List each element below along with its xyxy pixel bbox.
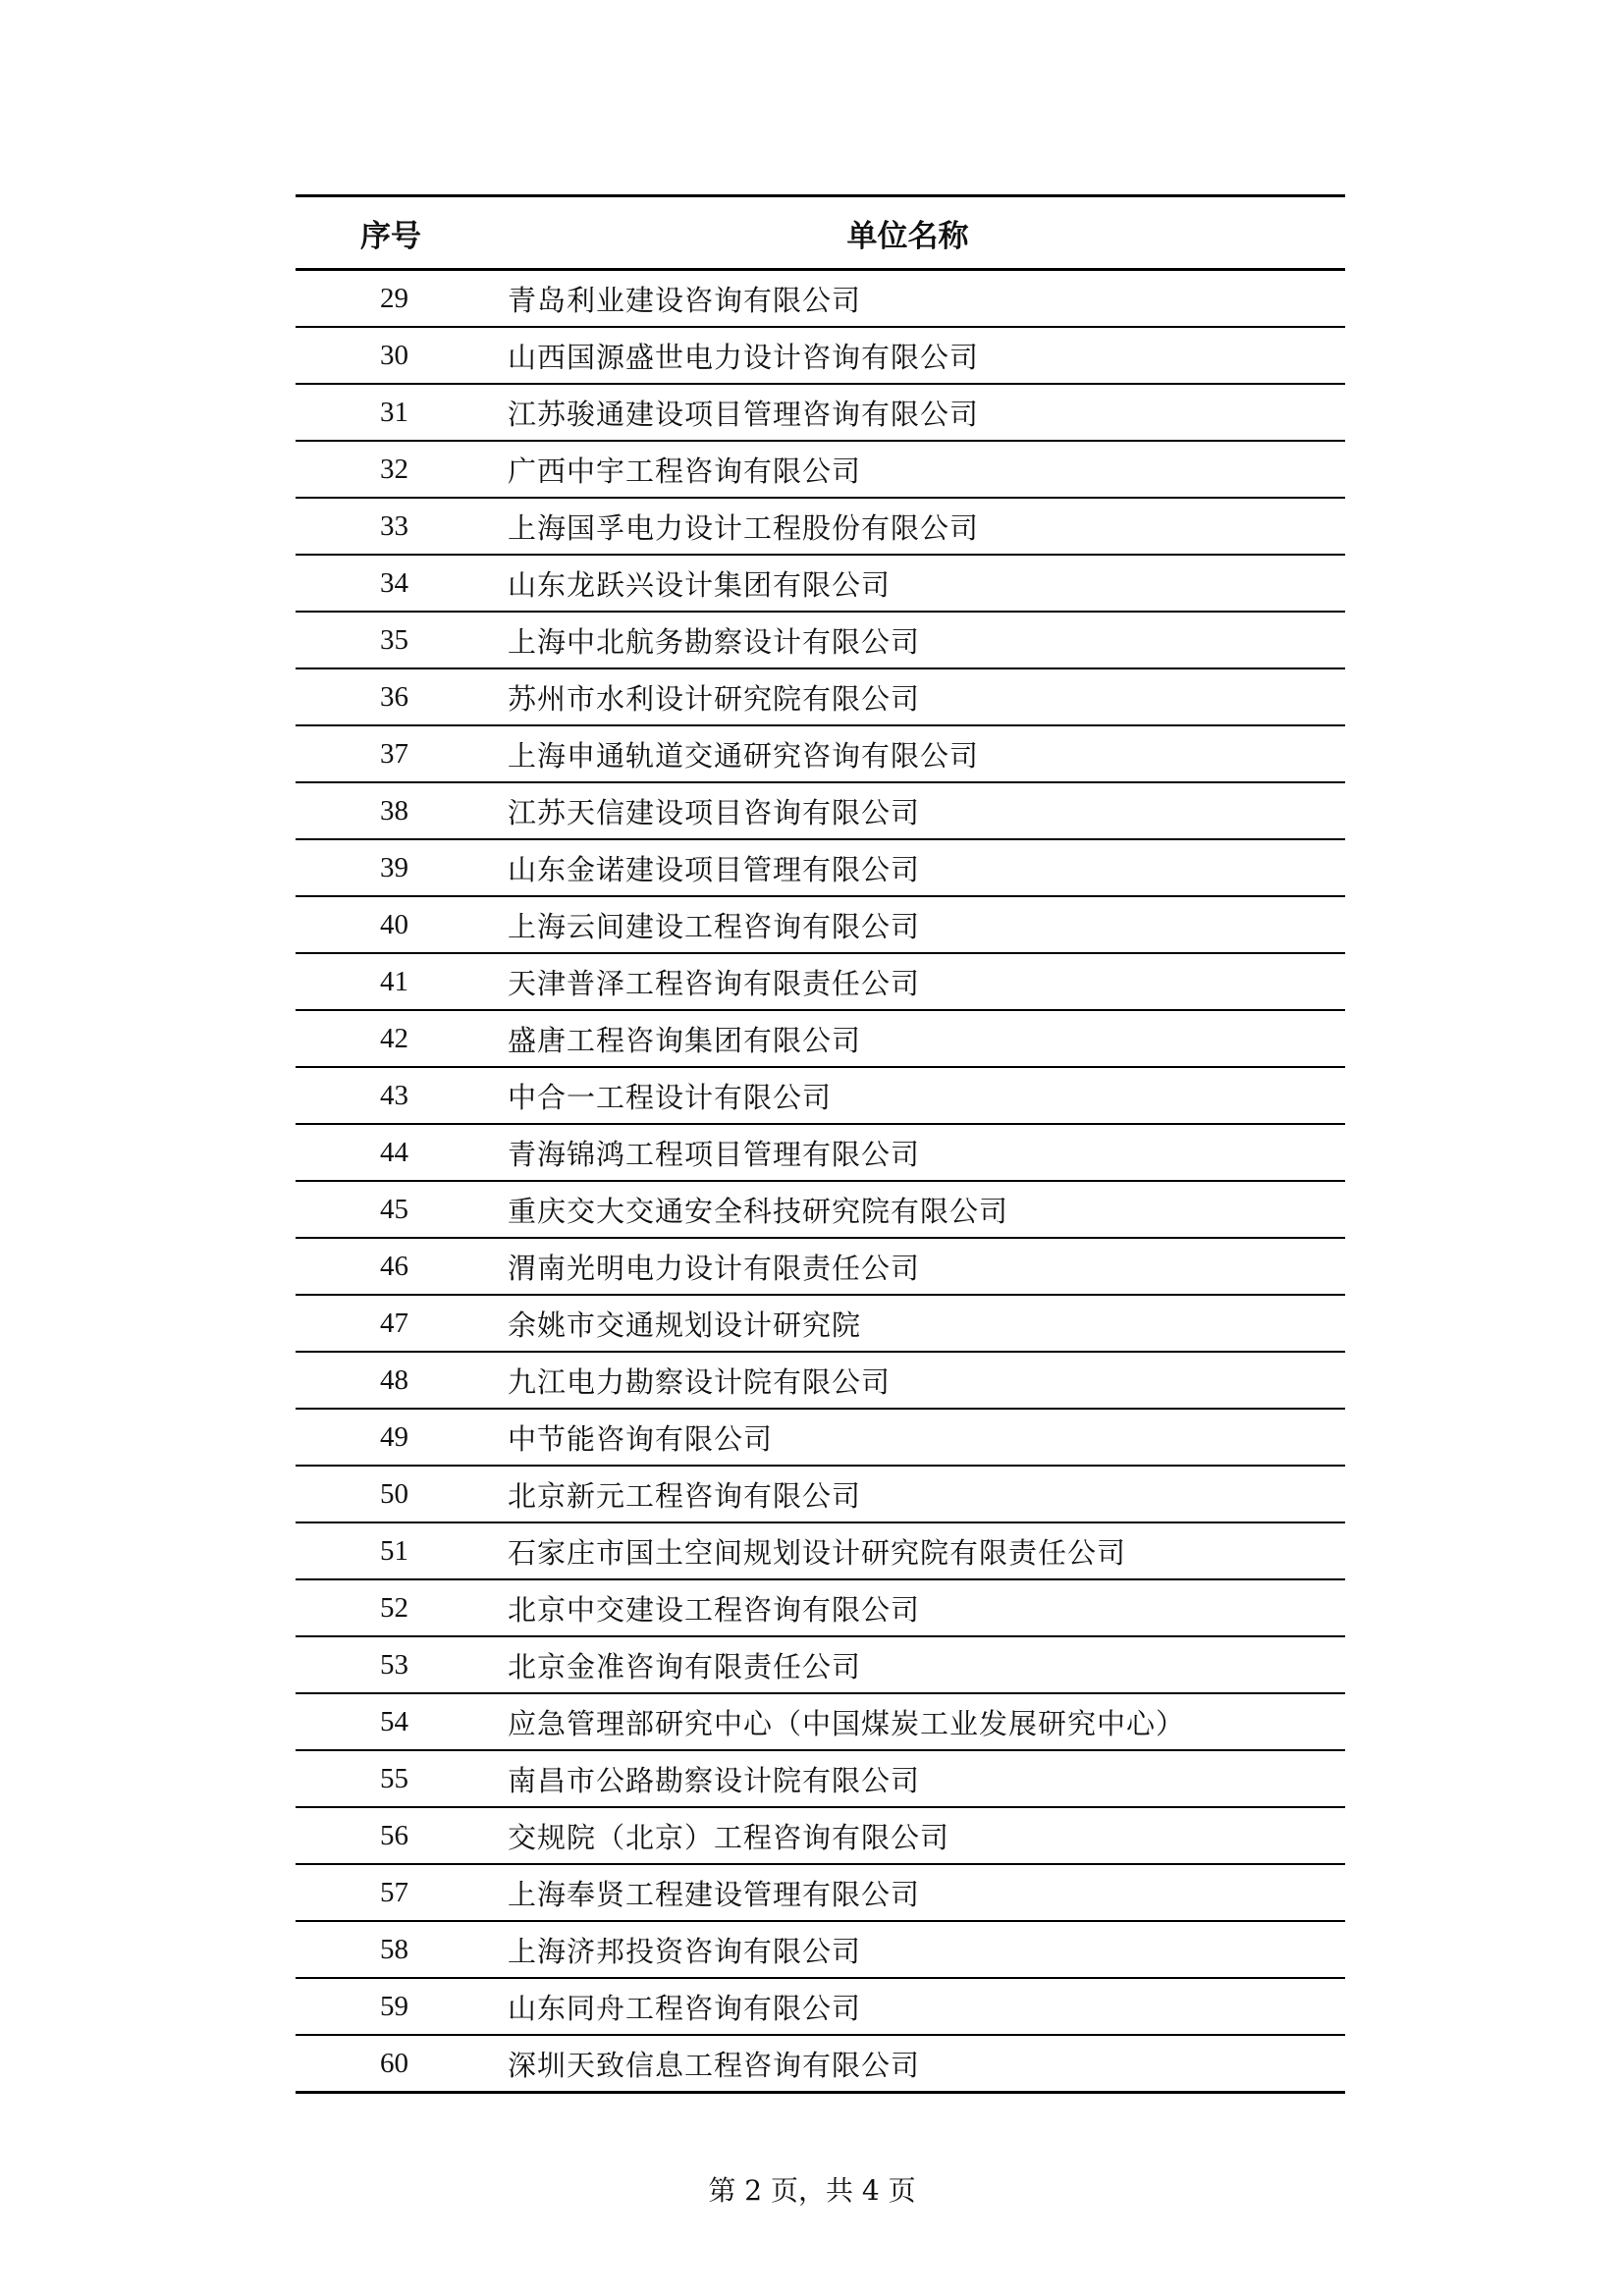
table-row bbox=[296, 270, 1345, 328]
table-row bbox=[296, 327, 1345, 384]
row-serial-no: 42 bbox=[296, 1010, 500, 1067]
row-serial-no: 48 bbox=[296, 1352, 500, 1409]
table-row bbox=[296, 668, 1345, 725]
row-serial-no: 49 bbox=[296, 1409, 500, 1466]
table-row bbox=[296, 441, 1345, 498]
row-serial-no: 52 bbox=[296, 1579, 500, 1636]
row-serial-no: 51 bbox=[296, 1522, 500, 1579]
table-row bbox=[296, 1522, 1345, 1579]
table-row bbox=[296, 1238, 1345, 1295]
row-serial-no: 57 bbox=[296, 1864, 500, 1921]
company-list-table bbox=[296, 194, 1345, 2094]
row-unit-name: 山西国源盛世电力设计咨询有限公司 bbox=[500, 327, 1345, 384]
table-row bbox=[296, 1579, 1345, 1636]
table-row bbox=[296, 384, 1345, 441]
row-serial-no: 45 bbox=[296, 1181, 500, 1238]
table-row bbox=[296, 1409, 1345, 1466]
row-serial-no: 56 bbox=[296, 1807, 500, 1864]
row-unit-name: 北京金准咨询有限责任公司 bbox=[500, 1636, 1345, 1693]
table-row bbox=[296, 1010, 1345, 1067]
row-unit-name: 广西中宇工程咨询有限公司 bbox=[500, 441, 1345, 498]
row-unit-name: 石家庄市国土空间规划设计研究院有限责任公司 bbox=[500, 1522, 1345, 1579]
column-header-serial-no: 序号 bbox=[296, 196, 500, 270]
row-serial-no: 29 bbox=[296, 270, 500, 328]
row-unit-name: 应急管理部研究中心（中国煤炭工业发展研究中心） bbox=[500, 1693, 1345, 1750]
row-serial-no: 40 bbox=[296, 896, 500, 953]
row-unit-name: 中合一工程设计有限公司 bbox=[500, 1067, 1345, 1124]
row-serial-no: 50 bbox=[296, 1466, 500, 1522]
row-serial-no: 53 bbox=[296, 1636, 500, 1693]
row-serial-no: 30 bbox=[296, 327, 500, 384]
table-row bbox=[296, 1807, 1345, 1864]
row-unit-name: 青岛利业建设咨询有限公司 bbox=[500, 270, 1345, 328]
table-row bbox=[296, 1295, 1345, 1352]
row-unit-name: 重庆交大交通安全科技研究院有限公司 bbox=[500, 1181, 1345, 1238]
table-row bbox=[296, 1124, 1345, 1181]
row-serial-no: 46 bbox=[296, 1238, 500, 1295]
table-row bbox=[296, 1181, 1345, 1238]
row-serial-no: 59 bbox=[296, 1978, 500, 2035]
row-unit-name: 上海国孚电力设计工程股份有限公司 bbox=[500, 498, 1345, 555]
table-row bbox=[296, 498, 1345, 555]
row-serial-no: 34 bbox=[296, 555, 500, 612]
row-unit-name: 盛唐工程咨询集团有限公司 bbox=[500, 1010, 1345, 1067]
table-body bbox=[296, 270, 1345, 2093]
row-unit-name: 青海锦鸿工程项目管理有限公司 bbox=[500, 1124, 1345, 1181]
row-unit-name: 上海奉贤工程建设管理有限公司 bbox=[500, 1864, 1345, 1921]
row-unit-name: 上海济邦投资咨询有限公司 bbox=[500, 1921, 1345, 1978]
row-unit-name: 深圳天致信息工程咨询有限公司 bbox=[500, 2035, 1345, 2093]
row-serial-no: 33 bbox=[296, 498, 500, 555]
row-unit-name: 苏州市水利设计研究院有限公司 bbox=[500, 668, 1345, 725]
row-unit-name: 山东金诺建设项目管理有限公司 bbox=[500, 839, 1345, 896]
table-row bbox=[296, 1352, 1345, 1409]
row-unit-name: 中节能咨询有限公司 bbox=[500, 1409, 1345, 1466]
table-row bbox=[296, 1067, 1345, 1124]
row-serial-no: 43 bbox=[296, 1067, 500, 1124]
row-unit-name: 渭南光明电力设计有限责任公司 bbox=[500, 1238, 1345, 1295]
table-row bbox=[296, 2035, 1345, 2093]
row-serial-no: 38 bbox=[296, 782, 500, 839]
row-unit-name: 江苏骏通建设项目管理咨询有限公司 bbox=[500, 384, 1345, 441]
table-row bbox=[296, 1693, 1345, 1750]
table-row bbox=[296, 725, 1345, 782]
row-unit-name: 上海申通轨道交通研究咨询有限公司 bbox=[500, 725, 1345, 782]
row-serial-no: 60 bbox=[296, 2035, 500, 2093]
row-unit-name: 山东同舟工程咨询有限公司 bbox=[500, 1978, 1345, 2035]
row-unit-name: 天津普泽工程咨询有限责任公司 bbox=[500, 953, 1345, 1010]
table-row bbox=[296, 896, 1345, 953]
table-row bbox=[296, 1921, 1345, 1978]
column-header-unit-name: 单位名称 bbox=[500, 196, 1345, 270]
row-unit-name: 北京新元工程咨询有限公司 bbox=[500, 1466, 1345, 1522]
table-row bbox=[296, 555, 1345, 612]
row-serial-no: 35 bbox=[296, 612, 500, 668]
row-serial-no: 32 bbox=[296, 441, 500, 498]
row-serial-no: 36 bbox=[296, 668, 500, 725]
row-serial-no: 39 bbox=[296, 839, 500, 896]
row-serial-no: 58 bbox=[296, 1921, 500, 1978]
row-serial-no: 44 bbox=[296, 1124, 500, 1181]
row-serial-no: 41 bbox=[296, 953, 500, 1010]
row-unit-name: 江苏天信建设项目咨询有限公司 bbox=[500, 782, 1345, 839]
table-header-row bbox=[296, 196, 1345, 270]
table-row bbox=[296, 782, 1345, 839]
row-serial-no: 47 bbox=[296, 1295, 500, 1352]
row-unit-name: 北京中交建设工程咨询有限公司 bbox=[500, 1579, 1345, 1636]
row-unit-name: 上海中北航务勘察设计有限公司 bbox=[500, 612, 1345, 668]
row-serial-no: 54 bbox=[296, 1693, 500, 1750]
table-row bbox=[296, 839, 1345, 896]
row-serial-no: 31 bbox=[296, 384, 500, 441]
row-unit-name: 山东龙跃兴设计集团有限公司 bbox=[500, 555, 1345, 612]
page-number: 第 2 页，共 4 页 bbox=[708, 2174, 916, 2207]
row-serial-no: 37 bbox=[296, 725, 500, 782]
table-row bbox=[296, 1978, 1345, 2035]
table-row bbox=[296, 1466, 1345, 1522]
row-unit-name: 九江电力勘察设计院有限公司 bbox=[500, 1352, 1345, 1409]
row-unit-name: 上海云间建设工程咨询有限公司 bbox=[500, 896, 1345, 953]
table-row bbox=[296, 612, 1345, 668]
table-row bbox=[296, 953, 1345, 1010]
row-unit-name: 南昌市公路勘察设计院有限公司 bbox=[500, 1750, 1345, 1807]
table-row bbox=[296, 1750, 1345, 1807]
row-unit-name: 交规院（北京）工程咨询有限公司 bbox=[500, 1807, 1345, 1864]
company-list-table-container bbox=[296, 194, 1345, 2094]
table-row bbox=[296, 1636, 1345, 1693]
table-row bbox=[296, 1864, 1345, 1921]
row-unit-name: 余姚市交通规划设计研究院 bbox=[500, 1295, 1345, 1352]
row-serial-no: 55 bbox=[296, 1750, 500, 1807]
